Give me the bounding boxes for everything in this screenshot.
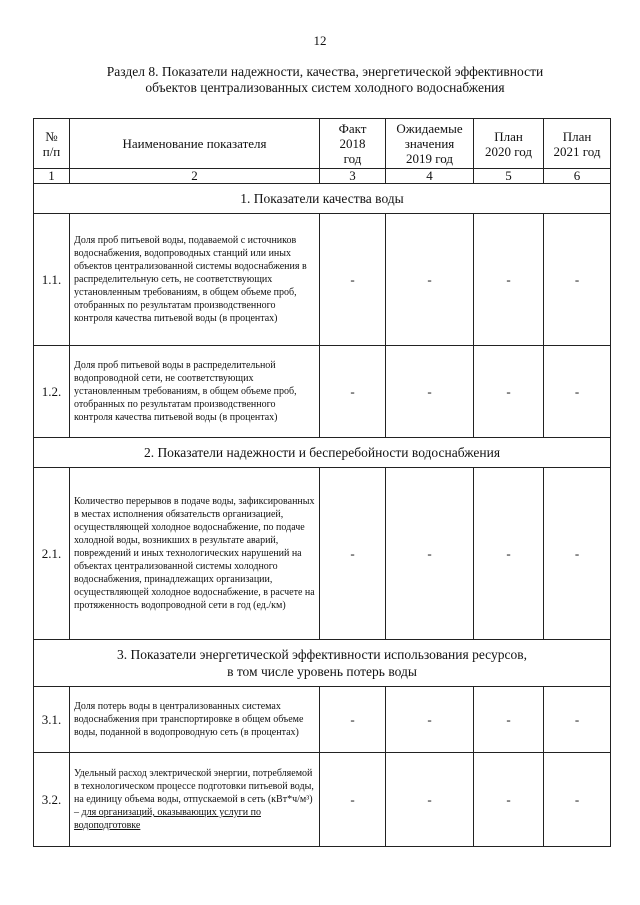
column-number: 3 — [320, 169, 386, 184]
header-plan-2020 — [474, 119, 544, 169]
row-number: 3.1. — [34, 687, 70, 753]
value-plan-2021: - — [544, 468, 611, 640]
value-fact-2018: - — [320, 753, 386, 847]
value-plan-2020: - — [474, 468, 544, 640]
header-plan-2020-line-2: 2020 год — [485, 143, 532, 159]
row-number: 1.2. — [34, 346, 70, 438]
value-fact-2018: - — [320, 346, 386, 438]
section-heading-line-1: 1. Показатели качества воды — [240, 191, 404, 206]
column-number: 6 — [544, 169, 611, 184]
header-fact-line-2: 2018 — [339, 136, 366, 151]
row-number: 2.1. — [34, 468, 70, 640]
value-plan-2021: - — [544, 687, 611, 753]
value-plan-2020: - — [474, 687, 544, 753]
section-heading-row — [34, 184, 611, 214]
column-number: 2 — [70, 169, 320, 184]
row-number: 1.1. — [34, 214, 70, 346]
header-plan-2021 — [544, 119, 611, 169]
value-plan-2020: - — [474, 753, 544, 847]
section-title-line-2: объектов централизованных систем холодного водоснабжения — [145, 80, 505, 95]
header-num-line-1: № — [45, 128, 58, 144]
column-number: 5 — [474, 169, 544, 184]
header-expected-line-2: значения — [404, 136, 455, 151]
section-title-line-1: Раздел 8. Показатели надежности, качества, энергетической эффективности — [106, 64, 544, 79]
section-heading — [34, 184, 611, 214]
value-plan-2020: - — [474, 346, 544, 438]
header-plan-2021-line-1: План — [562, 128, 592, 144]
value-expected-2019: - — [386, 753, 474, 847]
indicator-name: Количество перерывов в подаче воды, зафиксированных в местах исполнения обязательств организацией, осуществляющей холодное водоснабжение, по подаче холодной воды, возникших в результате аварий, повреждений и иных технологических нарушений на объектах централизованной системы холодного водоснабжения, принадлежащих организации, осуществляющей холодное водоснабжение, в расчете на протяженность водопроводной сети в год (ед./км) — [70, 468, 320, 640]
header-expected-line-3: 2019 год — [406, 151, 453, 166]
section-heading-line-2: в том числе уровень потерь воды — [227, 664, 417, 679]
header-plan-2021-line-2: 2021 год — [553, 143, 601, 159]
indicator-name: Доля потерь воды в централизованных системах водоснабжения при транспортировке в общем объеме воды, поданной в водопроводную сеть (в процентах) — [70, 687, 320, 753]
indicator-name — [70, 753, 320, 847]
column-numbers-row — [34, 169, 611, 184]
value-fact-2018: - — [320, 468, 386, 640]
table-row — [34, 687, 611, 753]
header-num-line-2: п/п — [42, 143, 61, 159]
value-expected-2019: - — [386, 346, 474, 438]
header-num — [34, 119, 70, 169]
column-number: 1 — [34, 169, 70, 184]
indicator-name-underlined: для организаций, оказывающих услуги по водоподготовке — [74, 807, 261, 831]
indicator-name: Доля проб питьевой воды, подаваемой с источников водоснабжения, водопроводных станций или иных объектов централизованной системы водоснабжения в распределительную сеть, не соответствующих установленным требованиям, в общем объеме проб, отобранных по результатам производственного контроля качества питьевой воды (в процентах) — [70, 214, 320, 346]
header-expected-line-1: Ожидаемые — [396, 121, 463, 136]
page-number: 12 — [313, 33, 327, 48]
value-expected-2019: - — [386, 214, 474, 346]
section-heading-line-1: 2. Показатели надежности и бесперебойности водоснабжения — [143, 445, 501, 460]
value-plan-2021: - — [544, 753, 611, 847]
header-plan-2020-line-1: План — [494, 128, 523, 144]
indicator-name-text: Удельный расход электрической энергии, потребляемой в технологическом процессе подготовки питьевой воды, на единицу объема воды, отпускаемой в сеть (кВт*ч/м³) – — [74, 768, 314, 818]
header-fact-line-1: Факт — [338, 121, 367, 136]
header-fact-line-3: год — [343, 151, 362, 166]
value-plan-2021: - — [544, 214, 611, 346]
section-title — [40, 64, 610, 96]
table-header-row — [34, 119, 611, 169]
value-plan-2020: - — [474, 214, 544, 346]
indicator-name: Доля проб питьевой воды в распределительной водопроводной сети, не соответствующих установленным требованиям, в общем объеме проб, отобранных по результатам производственного контроля качества питьевой воды (в процентах) — [70, 346, 320, 438]
section-heading — [34, 438, 611, 468]
indicators-table — [33, 118, 611, 847]
column-number: 4 — [386, 169, 474, 184]
value-expected-2019: - — [386, 687, 474, 753]
table-row — [34, 753, 611, 847]
section-heading — [34, 640, 611, 687]
table-row — [34, 214, 611, 346]
table-row — [34, 468, 611, 640]
value-fact-2018: - — [320, 687, 386, 753]
row-number: 3.2. — [34, 753, 70, 847]
section-heading-line-1: 3. Показатели энергетической эффективности использования ресурсов, — [117, 647, 527, 662]
table-row — [34, 346, 611, 438]
value-expected-2019: - — [386, 468, 474, 640]
value-plan-2021: - — [544, 346, 611, 438]
value-fact-2018: - — [320, 214, 386, 346]
section-heading-row — [34, 438, 611, 468]
header-name: Наименование показателя — [70, 119, 320, 169]
header-expected — [386, 119, 474, 169]
header-fact — [320, 119, 386, 169]
section-heading-row — [34, 640, 611, 687]
